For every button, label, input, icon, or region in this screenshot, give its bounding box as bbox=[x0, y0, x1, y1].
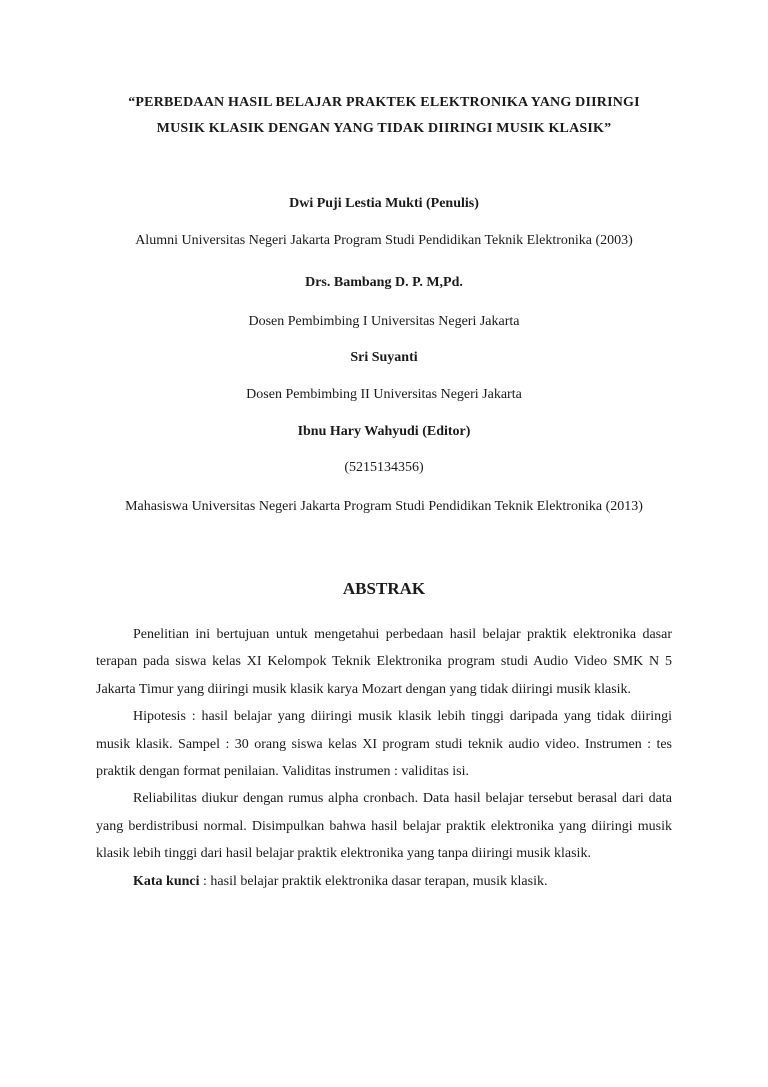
author-affiliation-4: Mahasiswa Universitas Negeri Jakarta Program Studi Pendidikan Teknik Elektronika (2013) bbox=[125, 499, 643, 514]
author-name-1: Dwi Puji Lestia Mukti (Penulis) bbox=[289, 196, 479, 211]
abstract-paragraph-2: Hipotesis : hasil belajar yang diiringi musik klasik lebih tinggi daripada yang tidak diiringi musik klasik. Sampel : 30 orang siswa kelas XI program studi teknik audio video. Instrumen : tes praktik dengan format penilaian. Validitas instrumen : validitas isi. bbox=[96, 709, 672, 780]
author-id-number: (5215134356) bbox=[344, 460, 424, 475]
paper-title-line-2: MUSIK KLASIK DENGAN YANG TIDAK DIIRINGI MUSIK KLASIK” bbox=[156, 121, 612, 136]
abstract-paragraph-3: Reliabilitas diukur dengan rumus alpha cronbach. Data hasil belajar tersebut berasal dari data yang berdistribusi normal. Disimpulkan bahwa hasil belajar praktik elektronika yang diiringi musik klasik lebih tinggi dari hasil belajar praktik elektronika yang tanpa diiringi musik klasik. bbox=[96, 791, 672, 862]
author-affiliation-1: Alumni Universitas Negeri Jakarta Program Studi Pendidikan Teknik Elektronika (2003) bbox=[135, 233, 633, 248]
keywords-label: Kata kunci bbox=[133, 873, 200, 889]
author-affiliation-3: Dosen Pembimbing II Universitas Negeri Jakarta bbox=[246, 387, 522, 402]
author-affiliation-2: Dosen Pembimbing I Universitas Negeri Jakarta bbox=[248, 314, 520, 329]
author-name-3: Sri Suyanti bbox=[350, 350, 418, 365]
abstract-heading: ABSTRAK bbox=[342, 579, 426, 598]
paper-title bbox=[96, 90, 672, 142]
abstract-body bbox=[96, 621, 672, 895]
keywords-line bbox=[96, 868, 672, 895]
abstract-paragraph-1: Penelitian ini bertujuan untuk mengetahui perbedaan hasil belajar praktik elektronika dasar terapan pada siswa kelas XI Kelompok Teknik Elektronika program studi Audio Video SMK N 5 Jakarta Timur yang diiringi musik klasik karya Mozart dengan yang tidak diiringi musik klasik. bbox=[96, 627, 672, 697]
keywords-text: : hasil belajar praktik elektronika dasar terapan, musik klasik. bbox=[199, 873, 548, 889]
author-name-2: Drs. Bambang D. P. M,Pd. bbox=[305, 275, 463, 290]
paper-title-line-1: “PERBEDAAN HASIL BELAJAR PRAKTEK ELEKTRONIKA YANG DIIRINGI bbox=[128, 95, 640, 110]
author-name-4: Ibnu Hary Wahyudi (Editor) bbox=[297, 424, 471, 439]
